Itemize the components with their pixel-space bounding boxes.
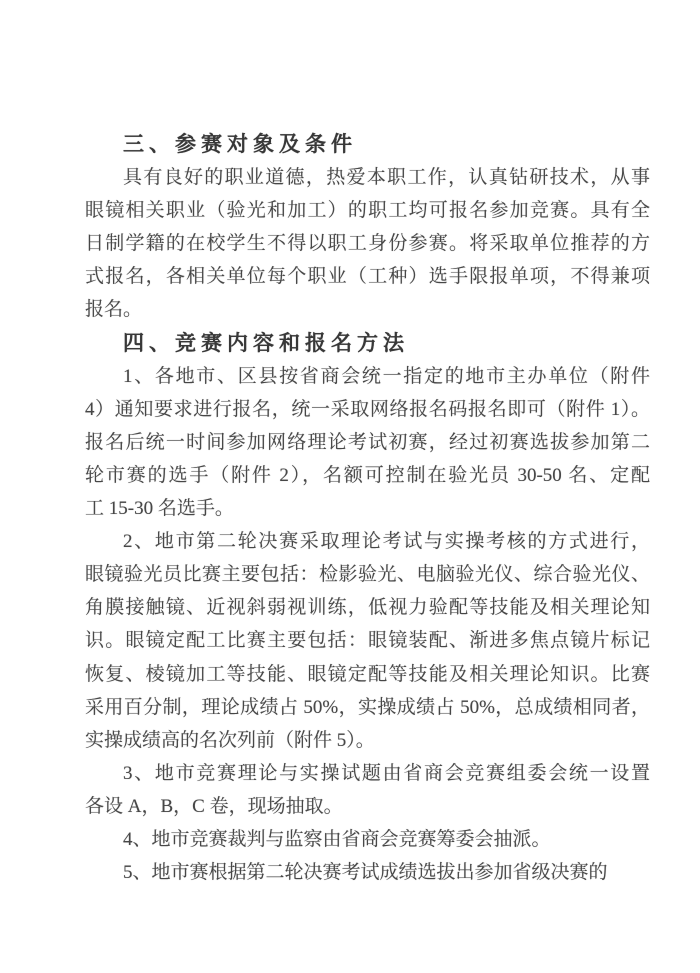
text-line: 采用百分制，理论成绩占 50%，实操成绩占 50%，总成绩相同者， [85, 696, 650, 718]
text-line: 眼镜验光员比赛主要包括：检影验光、电脑验光仪、综合验光仪、 [85, 564, 650, 586]
text-line: 式报名，各相关单位每个职业（工种）选手限报单项，不得兼项 [85, 266, 650, 288]
text-line: 实操成绩高的名次列前（附件 5）。 [85, 729, 375, 751]
text-line: 5、地市赛根据第二轮决赛考试成绩选拔出参加省级决赛的 [123, 862, 608, 884]
text-line: 1、各地市、区县按省商会统一指定的地市主办单位（附件 [123, 365, 650, 387]
text-line: 2、地市第二轮决赛采取理论考试与实操考核的方式进行， [123, 531, 650, 553]
text-line: 3、地市竞赛理论与实操试题由省商会竞赛组委会统一设置 [123, 762, 650, 784]
text-line: 报名后统一时间参加网络理论考试初赛，经过初赛选拔参加第二 [85, 431, 650, 453]
text-line: 报名。 [85, 299, 143, 321]
document-body [85, 128, 650, 889]
text-line: 各设 A，B，C 卷，现场抽取。 [85, 795, 343, 817]
text-line: 日制学籍的在校学生不得以职工身份参赛。将采取单位推荐的方 [85, 233, 650, 255]
text-line: 具有良好的职业道德，热爱本职工作，认真钻研技术，从事 [123, 167, 650, 189]
text-line: 角膜接触镜、近视斜弱视训练，低视力验配等技能及相关理论知 [85, 597, 650, 619]
section-heading: 三、参赛对象及条件 [123, 133, 357, 156]
text-line: 4、地市竞赛裁判与监察由省商会竞赛筹委会抽派。 [123, 828, 551, 850]
text-line: 轮市赛的选手（附件 2），名额可控制在验光员 30-50 名、定配 [85, 464, 650, 486]
text-line: 识。眼镜定配工比赛主要包括：眼镜装配、渐进多焦点镜片标记 [85, 630, 650, 652]
text-line: 眼镜相关职业（验光和加工）的职工均可报名参加竞赛。具有全 [85, 200, 650, 222]
text-line: 工 15-30 名选手。 [85, 498, 234, 520]
text-line: 恢复、棱镜加工等技能、眼镜定配等技能及相关理论知识。比赛 [85, 663, 650, 685]
section-heading: 四、竞赛内容和报名方法 [123, 331, 409, 355]
text-line: 4）通知要求进行报名，统一采取网络报名码报名即可（附件 1）。 [85, 398, 650, 420]
